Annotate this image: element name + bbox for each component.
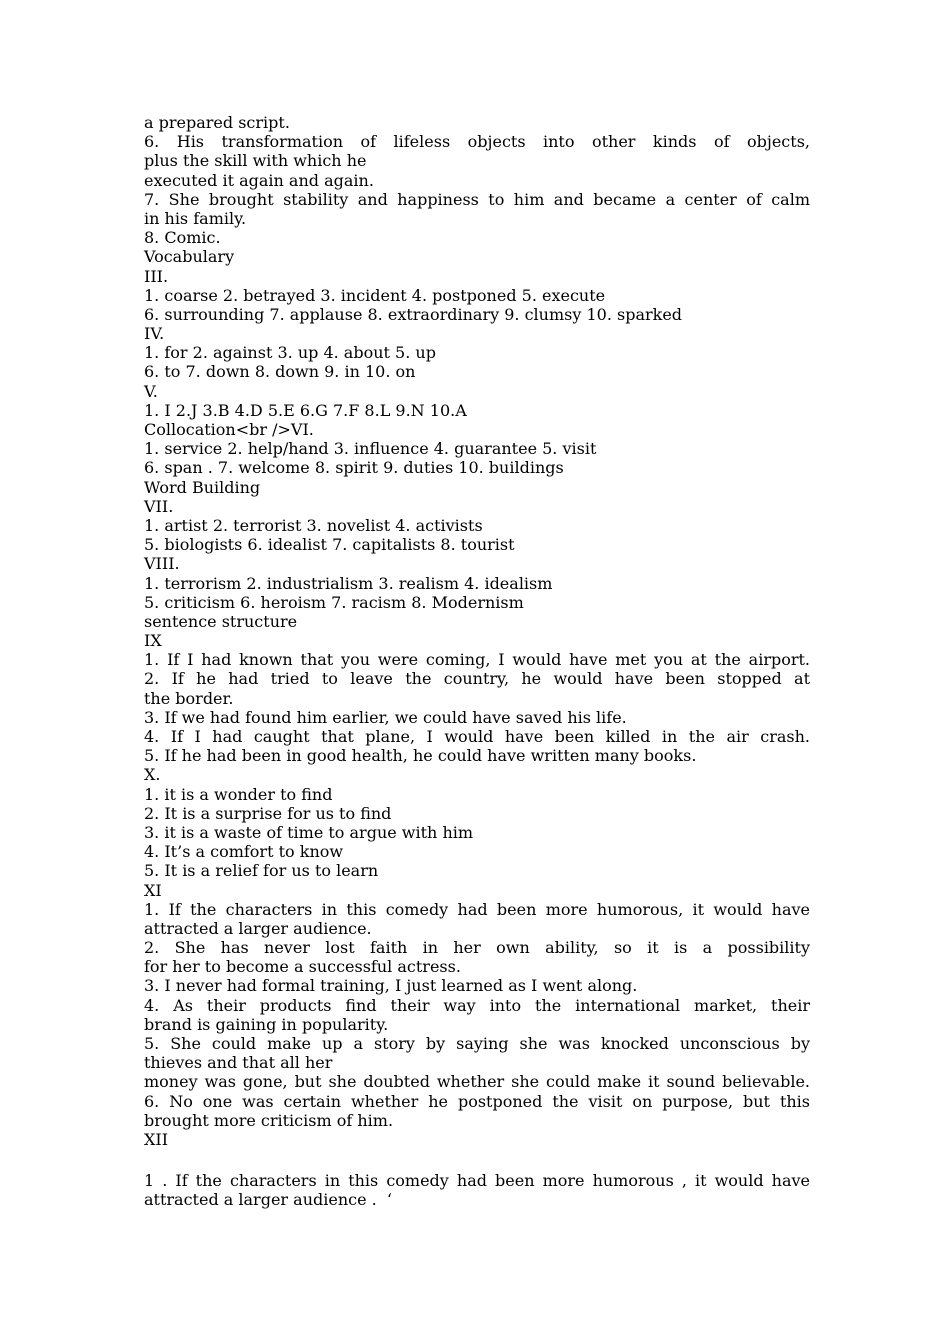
text-line: attracted a larger audience . ‘ bbox=[144, 1190, 392, 1210]
text-line: VIII. bbox=[144, 554, 180, 574]
text-line: Vocabulary bbox=[144, 247, 235, 267]
text-line: plus the skill with which he bbox=[144, 151, 367, 171]
text-line: 1. If the characters in this comedy had been more humorous, it would have bbox=[144, 899, 810, 919]
text-line: brand is gaining in popularity. bbox=[144, 1014, 389, 1034]
text-line: the border. bbox=[144, 688, 234, 708]
text-line: 3. If we had found him earlier, we could have saved his life. bbox=[144, 707, 627, 727]
text-line: money was gone, but she doubted whether she could make it sound believable. bbox=[144, 1072, 810, 1092]
text-line: 2. She has never lost faith in her own ability, so it is a possibility bbox=[144, 938, 810, 958]
text-line: 5. criticism 6. heroism 7. racism 8. Modernism bbox=[144, 592, 524, 612]
blank-line bbox=[144, 1149, 810, 1171]
text-line: V. bbox=[144, 381, 158, 401]
text-line: 7. She brought stability and happiness to him and became a center of calm bbox=[144, 189, 810, 209]
text-line: 1. artist 2. terrorist 3. novelist 4. activists bbox=[144, 515, 483, 535]
text-line: 6. span . 7. welcome 8. spirit 9. duties 10. buildings bbox=[144, 458, 564, 478]
text-line: 5. It is a relief for us to learn bbox=[144, 861, 379, 881]
text-line: executed it again and again. bbox=[144, 170, 374, 190]
text-line: XII bbox=[144, 1129, 169, 1149]
text-line: for her to become a successful actress. bbox=[144, 957, 461, 977]
text-line: 1. service 2. help/hand 3. influence 4. guarantee 5. visit bbox=[144, 439, 597, 459]
text-line: 6. No one was certain whether he postponed the visit on purpose, but this bbox=[144, 1091, 810, 1111]
text-line: 4. If I had caught that plane, I would have been killed in the air crash. bbox=[144, 727, 810, 746]
text-line: 2. It is a surprise for us to find bbox=[144, 803, 392, 823]
text-line: 4. It’s a comfort to know bbox=[144, 842, 344, 862]
text-line: attracted a larger audience. bbox=[144, 918, 372, 938]
text-line: IX bbox=[144, 631, 162, 651]
text-line: in his family. bbox=[144, 208, 247, 228]
text-line: 4. As their products find their way into the international market, their bbox=[144, 995, 810, 1015]
text-line: 1. terrorism 2. industrialism 3. realism 4. idealism bbox=[144, 573, 553, 593]
text-line: sentence structure bbox=[144, 611, 298, 631]
text-line: 1. it is a wonder to find bbox=[144, 784, 333, 804]
text-line: 6. surrounding 7. applause 8. extraordinary 9. clumsy 10. sparked bbox=[144, 304, 683, 324]
text-line: 5. biologists 6. idealist 7. capitalists 8. tourist bbox=[144, 535, 515, 555]
text-line: 6. His transformation of lifeless objects into other kinds of objects, bbox=[144, 132, 810, 152]
answer-key-text bbox=[144, 113, 810, 1209]
text-line: 1 . If the characters in this comedy had been more humorous , it would have bbox=[144, 1170, 810, 1190]
text-line: Collocation<br />VI. bbox=[144, 420, 314, 439]
text-line: Word Building bbox=[144, 477, 261, 497]
text-line: 1. coarse 2. betrayed 3. incident 4. postponed 5. execute bbox=[144, 285, 606, 305]
text-line: VII. bbox=[144, 496, 174, 516]
text-line: thieves and that all her bbox=[144, 1053, 333, 1073]
text-line: 3. I never had formal training, I just learned as I went along. bbox=[144, 976, 638, 996]
text-line: 5. If he had been in good health, he could have written many books. bbox=[144, 746, 697, 766]
text-line: 2. If he had tried to leave the country, he would have been stopped at bbox=[144, 669, 810, 689]
text-line: XI bbox=[144, 880, 162, 900]
text-line: 5. She could make up a story by saying she was knocked unconscious by bbox=[144, 1034, 810, 1053]
text-line: X. bbox=[144, 765, 161, 785]
text-line: 1. I 2.J 3.B 4.D 5.E 6.G 7.F 8.L 9.N 10.A bbox=[144, 400, 467, 420]
text-line: IV. bbox=[144, 324, 165, 344]
text-line: 1. If I had known that you were coming, I would have met you at the airport. bbox=[144, 650, 810, 670]
text-line: 6. to 7. down 8. down 9. in 10. on bbox=[144, 362, 416, 382]
text-line: a prepared script. bbox=[144, 113, 290, 132]
text-line: 3. it is a waste of time to argue with him bbox=[144, 822, 474, 842]
text-line: 1. for 2. against 3. up 4. about 5. up bbox=[144, 343, 436, 363]
text-line: III. bbox=[144, 266, 169, 286]
text-line: 8. Comic. bbox=[144, 228, 221, 248]
text-line: brought more criticism of him. bbox=[144, 1110, 394, 1130]
